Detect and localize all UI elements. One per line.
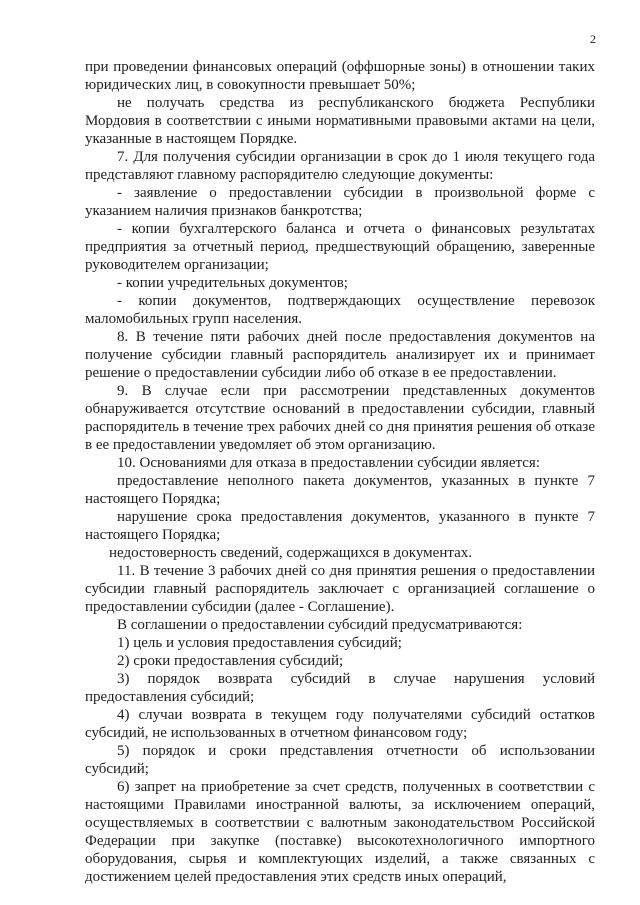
list-item-application: - заявление о предоставлении субсидии в произвольной форме с указанием наличия признаков банкротства; xyxy=(85,185,595,219)
refusal-ground-deadline: нарушение срока предоставления документов, указанного в пункте 7 настоящего Порядка; xyxy=(85,509,595,543)
provision-3: 3) порядок возврата субсидий в случае нарушения условий предоставления субсидий; xyxy=(85,671,595,705)
paragraph-item-10: 10. Основаниями для отказа в предоставлении субсидии является: xyxy=(117,455,541,471)
provision-2: 2) сроки предоставления субсидий; xyxy=(117,653,344,669)
page-number: 2 xyxy=(590,32,596,46)
paragraph-item-9: 9. В случае если при рассмотрении представленных документов обнаруживается отсутствие оснований в предоставлении субсидии, главный распорядитель в течение трех рабочих дней со дня принятия решения об отказе в ее предоставлении уведомляет об этом организацию. xyxy=(85,383,595,453)
list-item-balance-copies: - копии бухгалтерского баланса и отчета о финансовых результатах предприятия за отчетный период, предшествующий обращению, заверенные руководителем организации; xyxy=(85,221,595,273)
refusal-ground-incomplete: предоставление неполного пакета документов, указанных в пункте 7 настоящего Порядка; xyxy=(85,473,595,507)
provision-6: 6) запрет на приобретение за счет средств, полученных в соответствии с настоящими Правилами иностранной валюты, за исключением операций, осуществляемых в соответствии с валютным законодательством Российской Федерации при закупке (поставке) высокотехнологичного импортного оборудования, сырья и комплектующих изделий, а также связанных с достижением целей предоставления этих средств иных операций, xyxy=(85,779,595,885)
provision-5: 5) порядок и сроки представления отчетности об использовании субсидий; xyxy=(85,743,595,777)
paragraph-no-budget-funds: не получать средства из республиканского бюджета Республики Мордовия в соответствии с иными нормативными правовыми актами на цели, указанные в настоящем Порядке. xyxy=(85,95,595,147)
refusal-ground-inaccuracy: недостоверность сведений, содержащихся в документах. xyxy=(109,545,473,561)
provision-1: 1) цель и условия предоставления субсидий; xyxy=(117,635,402,651)
provision-4: 4) случаи возврата в текущем году получателями субсидий остатков субсидий, не использованных в отчетном финансовом году; xyxy=(85,707,595,741)
list-item-founding-documents: - копии учредительных документов; xyxy=(117,275,348,291)
paragraph-item-7: 7. Для получения субсидии организации в срок до 1 июля текущего года представляют главному распорядителю следующие документы: xyxy=(85,149,595,183)
paragraph-item-8: 8. В течение пяти рабочих дней после предоставления документов на получение субсидии главный распорядитель анализирует их и принимает решение о предоставлении субсидии либо об отказе в ее предоставлении. xyxy=(85,329,595,381)
paragraph-item-11: 11. В течение 3 рабочих дней со дня принятия решения о предоставлении субсидии главный распорядитель заключает с организацией соглашение о предоставлении субсидии (далее - Соглашение). xyxy=(85,563,595,615)
paragraph-offshore-continuation: при проведении финансовых операций (оффшорные зоны) в отношении таких юридических лиц, в совокупности превышает 50%; xyxy=(85,59,595,93)
list-item-transport-documents: - копии документов, подтверждающих осуществление перевозок маломобильных групп населения. xyxy=(85,293,595,327)
paragraph-agreement-provisions: В соглашении о предоставлении субсидий предусматриваются: xyxy=(117,617,523,633)
document-body xyxy=(85,58,595,886)
